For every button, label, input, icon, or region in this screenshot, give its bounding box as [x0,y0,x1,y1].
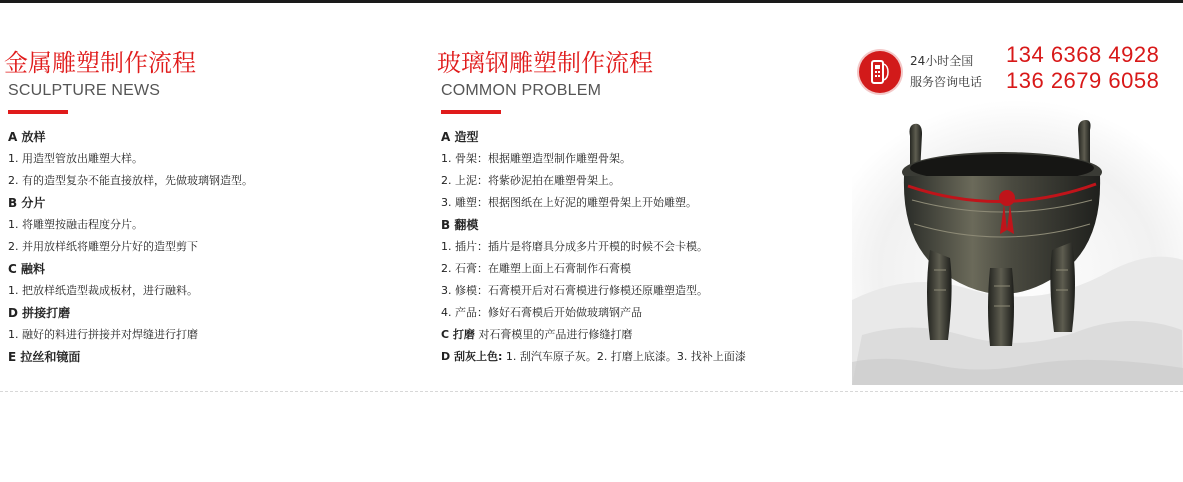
step-mixed [441,346,857,368]
step-heading: E 拉丝和镜面 [8,350,81,364]
section-title-en: SCULPTURE NEWS [8,82,161,99]
step-item: 2. 上泥：将紫砂泥拍在雕塑骨架上。 [441,174,620,187]
step-heading: A 造型 [441,130,479,144]
step-item: 4. 产品：修好石膏模后开始做玻璃钢产品 [441,306,642,319]
step-inline-text: 1. 刮汽车原子灰。2. 打磨上底漆。3. 找补上面漆 [502,350,746,363]
service-hotline [858,44,1178,100]
hotline-label: 服务咨询电话 [910,75,983,89]
step-heading-inline: D 刮灰上色: [441,350,503,363]
step-item: 2. 石膏：在雕塑上面上石膏制作石膏模 [441,262,631,275]
phone-icon [859,51,901,93]
step-item: 2. 并用放样纸将雕塑分片好的造型剪下 [8,240,198,253]
step-heading: B 分片 [8,196,46,210]
step-item: 2. 有的造型复杂不能直接放样，先做玻璃钢造型。 [8,174,253,187]
step-mixed [441,324,857,346]
step-heading: C 融料 [8,262,45,276]
step-inline-text: 对石膏模里的产品进行修缝打磨 [474,328,633,341]
section-title-zh: 金属雕塑制作流程 [4,49,196,77]
step-item: 3. 雕塑：根据图纸在上好泥的雕塑骨架上开始雕塑。 [441,196,697,209]
title-underline [441,110,501,114]
process-list [8,126,424,368]
title-underline [8,110,68,114]
step-heading-inline: C 打磨 [441,328,475,341]
step-item: 1. 骨架：根据雕塑造型制作雕塑骨架。 [441,152,631,165]
bronze-ding-cauldron-illustration [852,100,1183,385]
step-item: 1. 融好的料进行拼接并对焊缝进行打磨 [8,328,198,341]
section-divider [0,391,1183,392]
process-list [441,126,857,368]
step-heading: A 放样 [8,130,46,144]
fiberglass-sculpture-section [437,46,857,368]
step-heading: D 拼接打磨 [8,306,71,320]
metal-sculpture-section [4,46,424,368]
step-item: 1. 插片：插片是将磨具分成多片开模的时候不会卡模。 [441,240,708,253]
phone-number-1[interactable]: 134 6368 4928 [1006,42,1160,67]
section-title-zh: 玻璃钢雕塑制作流程 [437,49,653,77]
step-item: 1. 把放样纸造型裁成板材，进行融料。 [8,284,198,297]
hotline-label: 24小时全国 [910,54,974,68]
step-item: 1. 用造型管放出雕塑大样。 [8,152,143,165]
step-item: 3. 修模：石膏模开后对石膏模进行修模还原雕塑造型。 [441,284,708,297]
section-title-en: COMMON PROBLEM [441,82,602,99]
step-heading: B 翻模 [441,218,479,232]
top-bar [0,0,1183,3]
step-item: 1. 将雕塑按融击程度分片。 [8,218,143,231]
phone-number-2[interactable]: 136 2679 6058 [1006,68,1160,93]
